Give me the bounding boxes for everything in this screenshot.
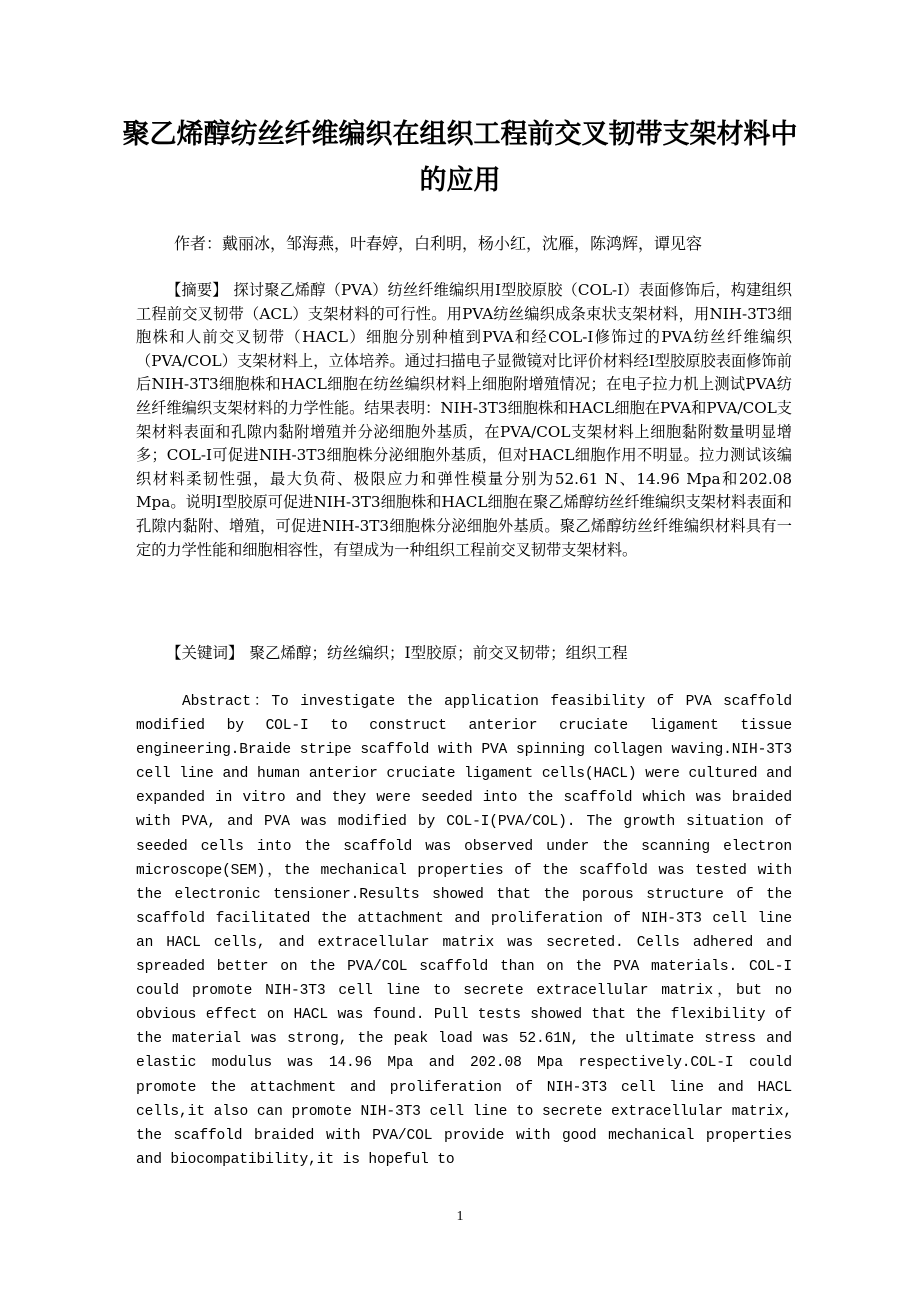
chinese-abstract — [136, 279, 792, 562]
abstract-label: 【摘要】 — [166, 281, 228, 299]
keywords-label: 【关键词】 — [166, 644, 244, 662]
english-abstract-text: Abstract：To investigate the application feasibility of PVA scaffold modified by COL-I to construct anterior cruciate ligament tissue engineering.Braide stripe scaffold with PVA spinning collagen waving.NIH-3T3 cell line and human anterior cruciate ligament cells(HACL) were cultured and expanded in vitro and they were seeded into the scaffold which was braided with PVA, and PVA was modified by COL-I(PVA/COL). The growth situation of seeded cells into the scaffold was observed under the scanning electron microscope(SEM)，the mechanical properties of the scaffold was tested with the electronic tensioner.Results showed that the porous structure of the scaffold facilitated the attachment and proliferation of NIH-3T3 cell line an HACL cells, and extracellular matrix was secreted. Cells adhered and spreaded better on the PVA/COL scaffold than on the PVA materials. COL-I could promote NIH-3T3 cell line to secrete extracellular matrix，but no obvious effect on HACL was found. Pull tests showed that the flexibility of the material was strong, the peak load was 52.61N, the ultimate stress and elastic modulus was 14.96 Mpa and 202.08 Mpa respectively.COL-I could promote the attachment and proliferation of NIH-3T3 cell line and HACL cells,it also can promote NIH-3T3 cell line to secrete extracellular matrix, the scaffold braided with PVA/COL provide with good mechanical properties and biocompatibility,it is hopeful to — [136, 694, 792, 1168]
page-number: 1 — [456, 1209, 464, 1224]
keywords-line — [166, 641, 806, 665]
paper-title: 聚乙烯醇纺丝纤维编织在组织工程前交叉韧带支架材料中的应用 — [122, 119, 798, 196]
keywords-text: 聚乙烯醇；纺丝编织；Ⅰ型胶原；前交叉韧带；组织工程 — [249, 644, 628, 662]
authors-label: 作者： — [174, 234, 223, 253]
english-abstract — [136, 690, 792, 1172]
abstract-text: 探讨聚乙烯醇（PVA）纺丝纤维编织用Ⅰ型胶原胶（COL-I）表面修饰后，构建组织工程前交叉韧带（ACL）支架材料的可行性。用PVA纺丝编织成条束状支架材料，用NIH-3T3细胞株和人前交叉韧带（HACL）细胞分别种植到PVA和经COL-I修饰过的PVA纺丝纤维编织（PVA/COL）支架材料上，立体培养。通过扫描电子显微镜对比评价材料经Ⅰ型胶原胶表面修饰前后NIH-3T3细胞株和HACL细胞在纺丝编织材料上细胞附增殖情况；在电子拉力机上测试PVA纺丝纤维编织支架材料的力学性能。结果表明：NIH-3T3细胞株和HACL细胞在PVA和PVA/COL支架材料表面和孔隙内黏附增殖并分泌细胞外基质，在PVA/COL支架材料上细胞黏附数量明显增多；COL-I可促进NIH-3T3细胞株分泌细胞外基质，但对HACL细胞作用不明显。拉力测试该编织材料柔韧性强，最大负荷、极限应力和弹性模量分别为52.61 N、14.96 Mpa和202.08 Mpa。说明Ⅰ型胶原可促进NIH-3T3细胞株和HACL细胞在聚乙烯醇纺丝纤维编织支架材料表面和孔隙内黏附、增殖，可促进NIH-3T3细胞株分泌细胞外基质。聚乙烯醇纺丝纤维编织材料具有一定的力学性能和细胞相容性，有望成为一种组织工程前交叉韧带支架材料。 — [136, 281, 792, 559]
author-list: 戴丽冰，邹海燕，叶春婷，白利明，杨小红，沈雁，陈鸿辉，谭见容 — [222, 234, 703, 253]
author-line — [174, 232, 834, 256]
